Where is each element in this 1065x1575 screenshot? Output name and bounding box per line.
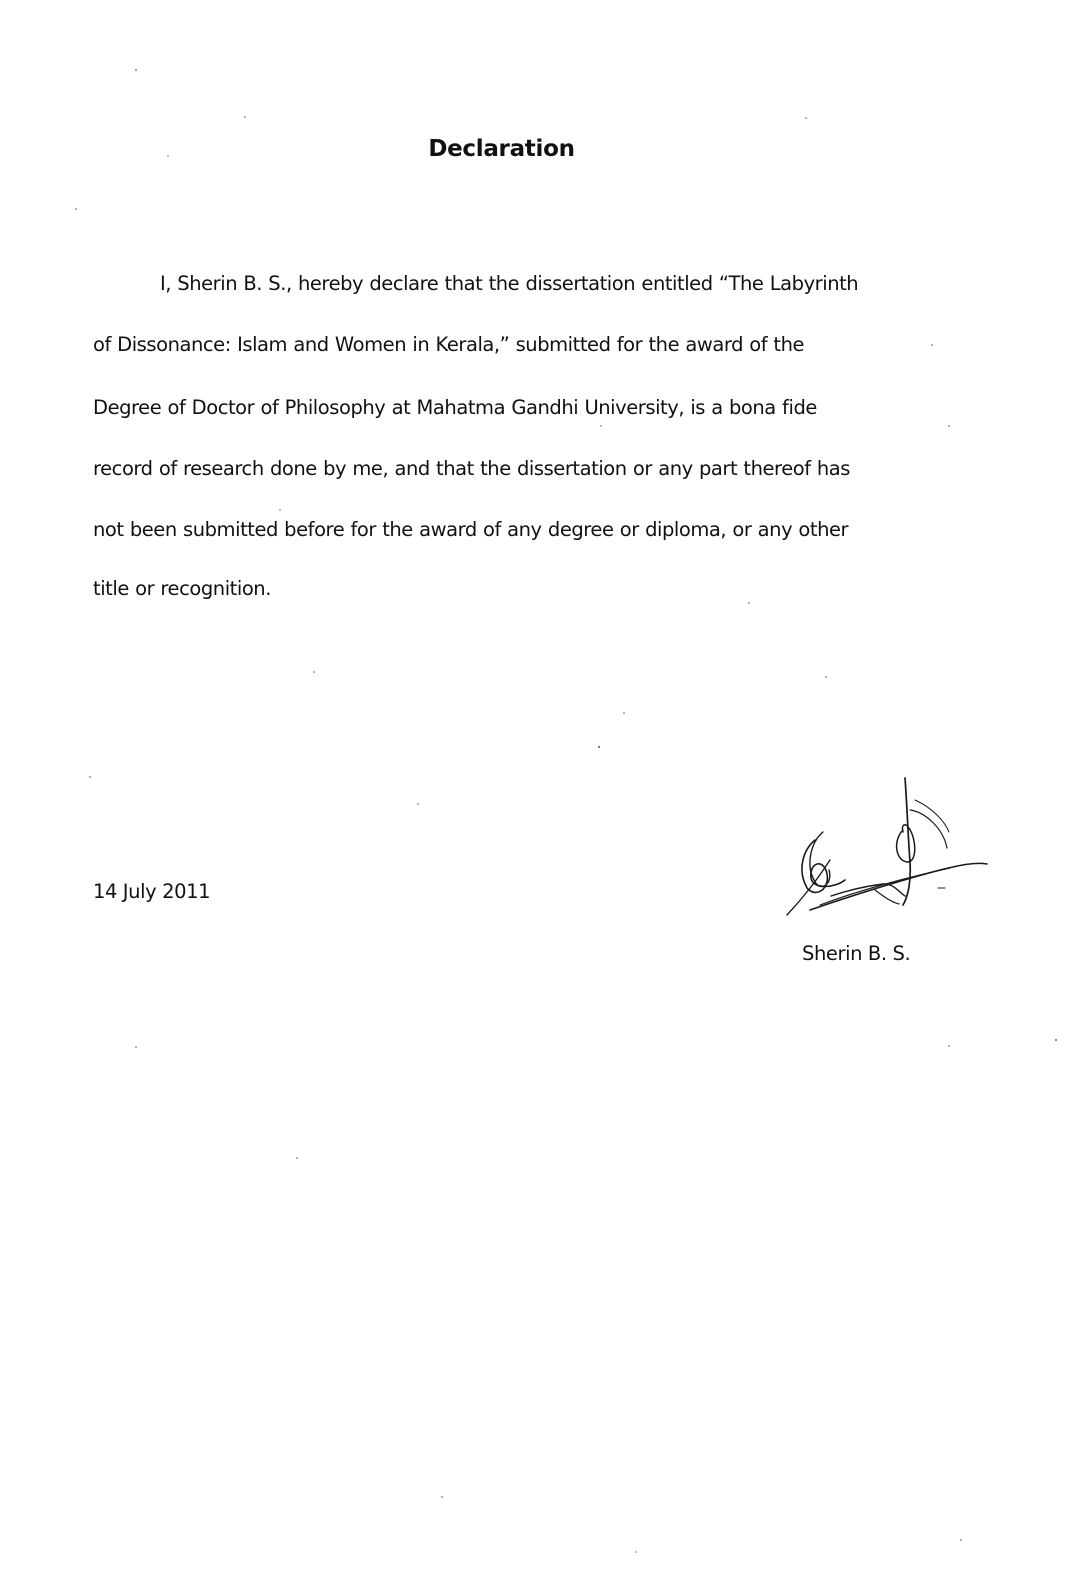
declaration-line: Degree of Doctor of Philosophy at Mahatma Gandhi University, is a bona fide [93,396,817,419]
declaration-line: I, Sherin B. S., hereby declare that the dissertation entitled “The Labyrinth [160,272,859,295]
declaration-line: not been submitted before for the award of any degree or diploma, or any other [93,518,849,541]
declaration-line: record of research done by me, and that the dissertation or any part thereof has [93,457,850,480]
signer-name: Sherin B. S. [802,942,911,965]
page-title: Declaration [428,136,575,162]
declaration-date: 14 July 2011 [93,880,211,903]
declaration-line: of Dissonance: Islam and Women in Kerala,” submitted for the award of the [93,333,805,356]
declaration-line: title or recognition. [93,577,271,600]
handwritten-signature [775,770,1000,920]
